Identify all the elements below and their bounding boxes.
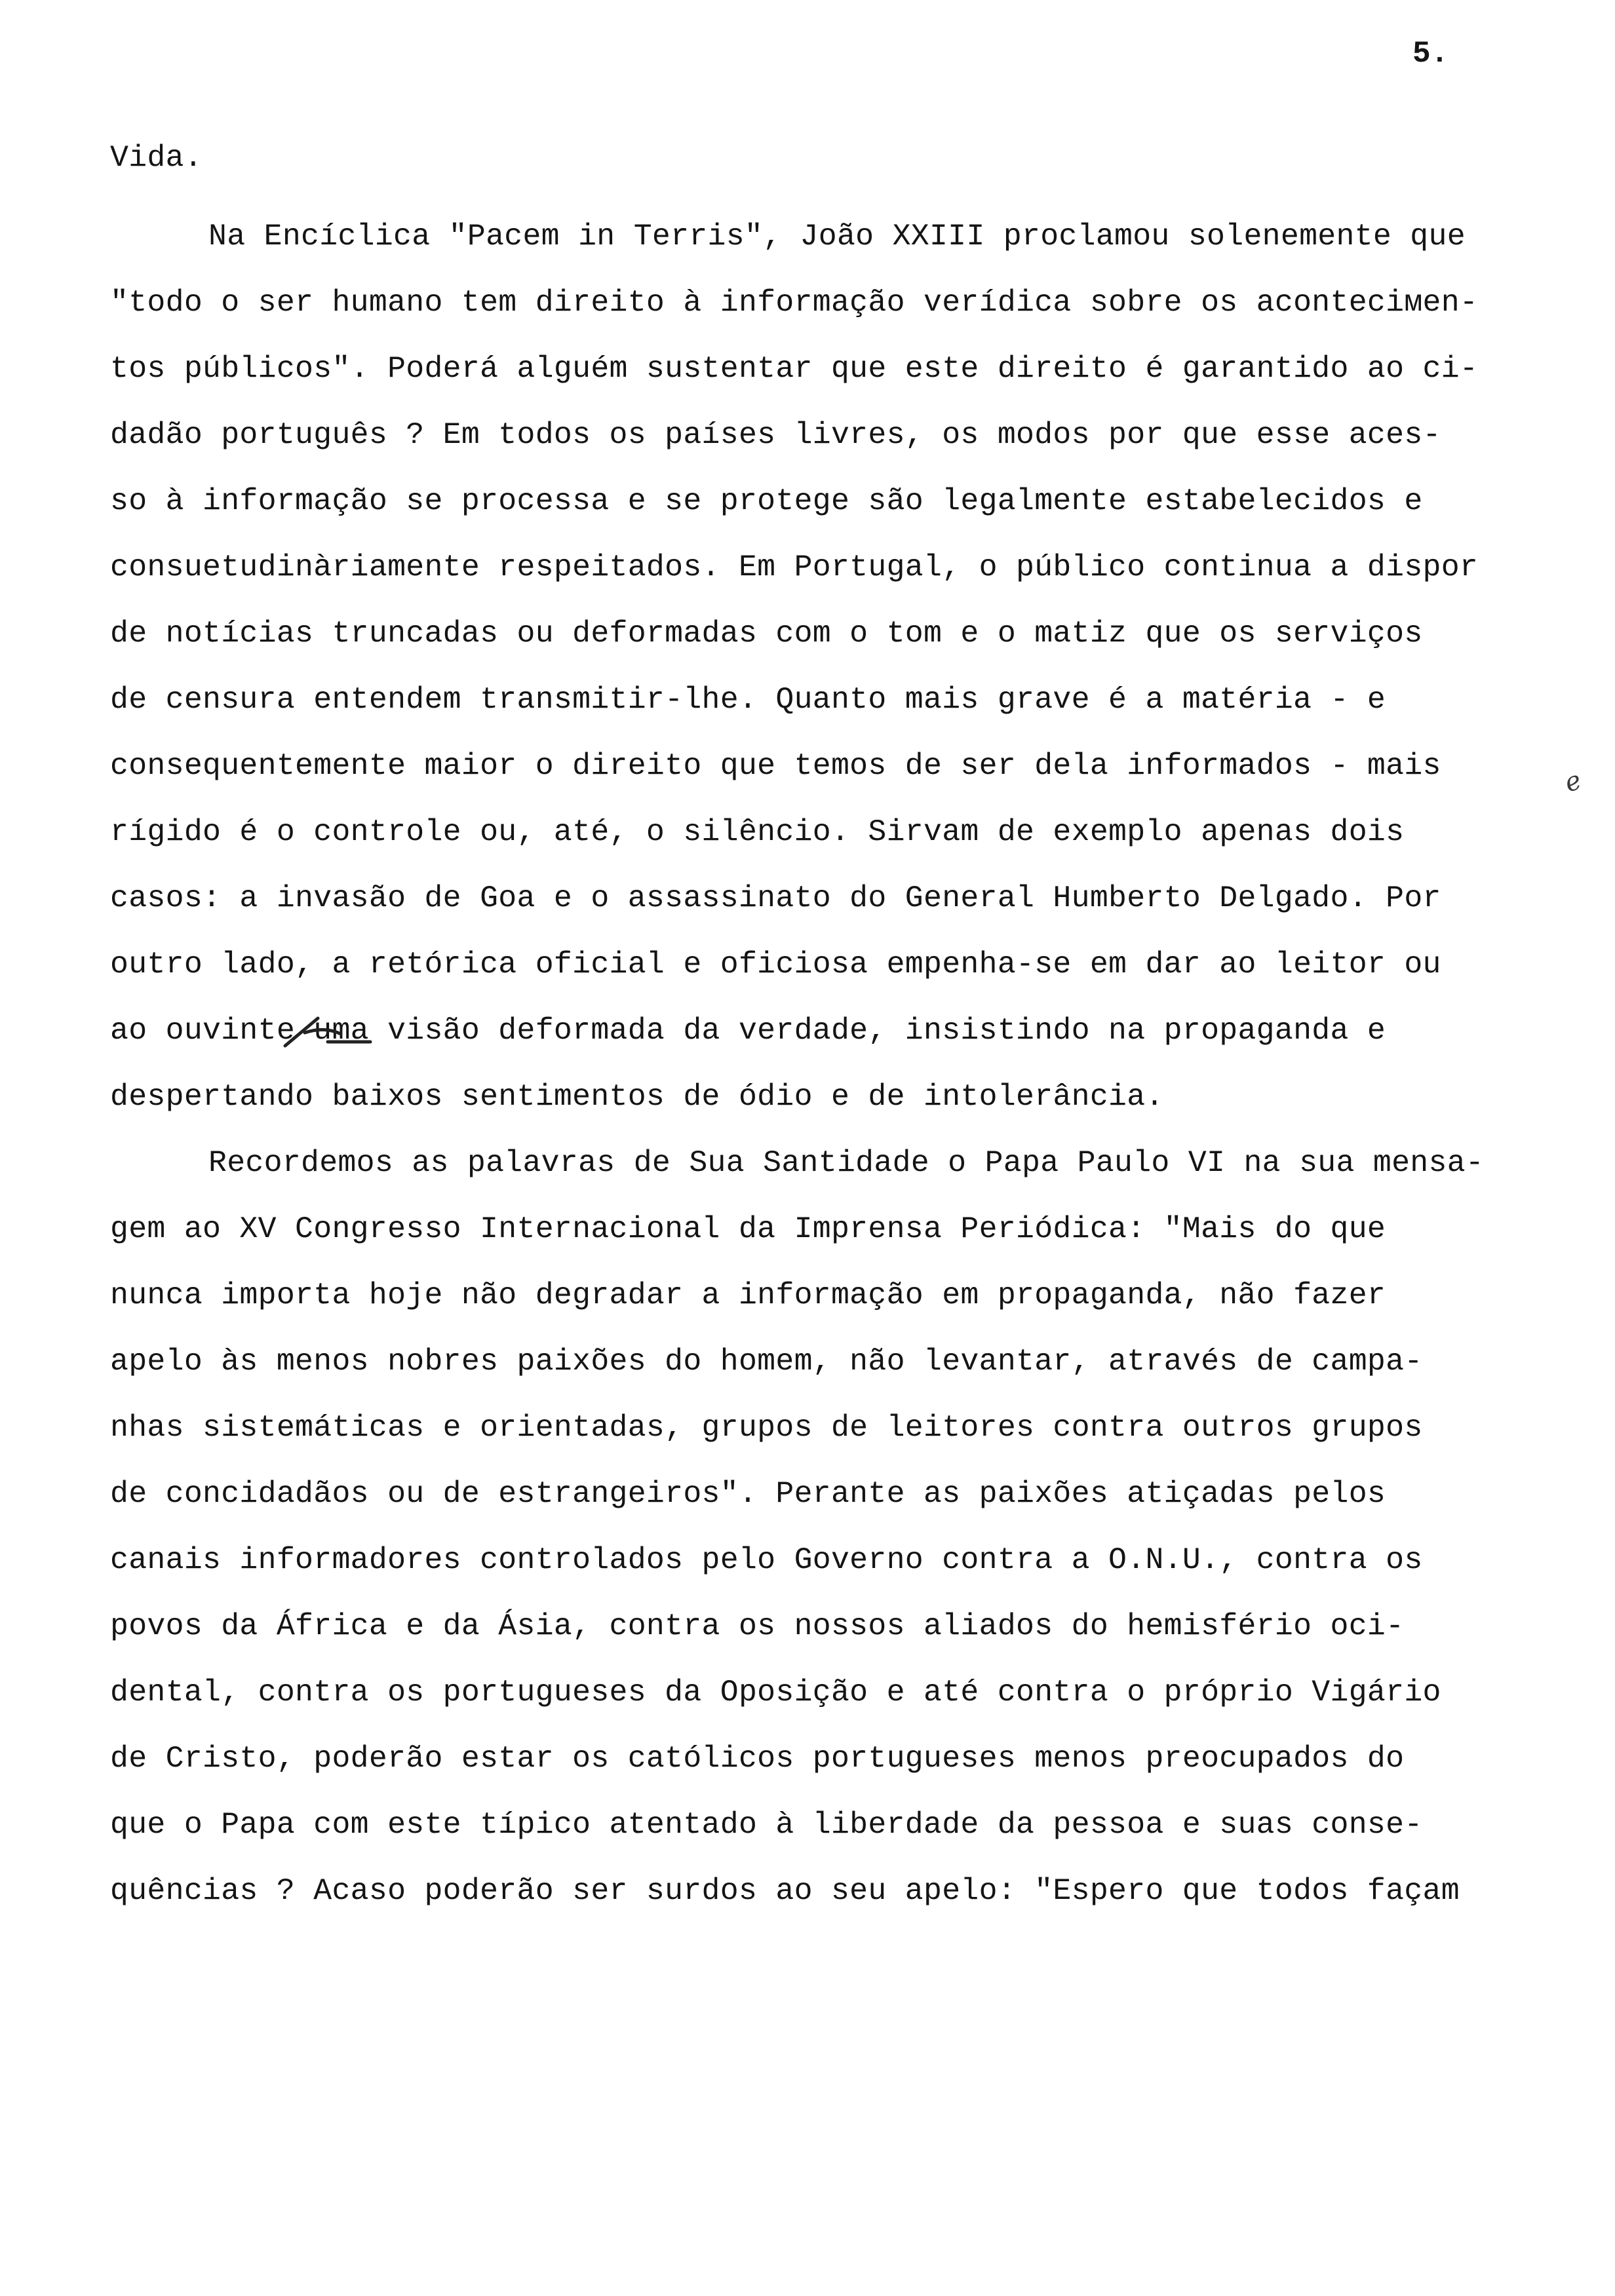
text-line: consuetudinàriamente respeitados. Em Portugal, o público continua a dispor (110, 550, 1479, 584)
text-line: dental, contra os portugueses da Oposição e até contra o próprio Vigário (110, 1675, 1441, 1710)
text-line: tos públicos". Poderá alguém sustentar que este direito é garantido ao ci- (110, 351, 1479, 386)
text-line: gem ao XV Congresso Internacional da Imprensa Periódica: "Mais do que (110, 1212, 1386, 1246)
page-number: 5. (1412, 37, 1449, 71)
text-line: casos: a invasão de Goa e o assassinato do General Humberto Delgado. Por (110, 881, 1441, 915)
margin-annotation: e (1560, 765, 1586, 799)
text-line: outro lado, a retórica oficial e oficiosa empenha-se em dar ao leitor ou (110, 947, 1441, 982)
text-line: "todo o ser humano tem direito à informação verídica sobre os aconteciмen- (110, 285, 1479, 320)
text-line: nunca importa hoje não degradar a informação em propaganda, não fazer (110, 1278, 1386, 1312)
text-line: so à informação se processa e se protege são legalmente estabelecidos e (110, 484, 1423, 518)
text-line: dadão português ? Em todos os países livres, os modos por que esse aces- (110, 417, 1441, 452)
text-line: que o Papa com este típico atentado à liberdade da pessoa e suas conse- (110, 1807, 1423, 1842)
text-line: de Cristo, poderão estar os católicos portugueses menos preocupados do (110, 1741, 1405, 1776)
text-line: apelo às menos nobres paixões do homem, não levantar, através de campa- (110, 1344, 1423, 1379)
text-line: Vida. (110, 140, 203, 175)
text-line: rígido é o controle ou, até, o silêncio. Sirvam de exemplo apenas dois (110, 814, 1405, 849)
text-line: de notícias truncadas ou deformadas com o tom e o matiz que os serviços (110, 616, 1423, 651)
text-line: quências ? Acaso poderão ser surdos ao seu apelo: "Espero que todos façam (110, 1873, 1460, 1908)
text-line: de censura entendem transmitir-lhe. Quanto mais grave é a matéria - e (110, 682, 1386, 717)
text-line: canais informadores controlados pelo Governo contra a O.N.U., contra os (110, 1542, 1423, 1577)
paragraph-start-line: Recordemos as palavras de Sua Santidade o Papa Paulo VI na sua mensa- (208, 1145, 1485, 1180)
paragraph-start-line: Na Encíclica "Pacem in Terris", João XXIII proclamou solenemente que (208, 219, 1466, 254)
text-line: povos da África e da Ásia, contra os nossos aliados do hemisfério oci- (110, 1609, 1405, 1643)
text-line: despertando baixos sentimentos de ódio e de intolerância. (110, 1079, 1164, 1114)
text-line: ao ouvinte uma visão deformada da verdade, insistindo na propaganda e (110, 1013, 1386, 1048)
text-line: nhas sistemáticas e orientadas, grupos de leitores contra outros grupos (110, 1410, 1423, 1445)
text-line: de concidadãos ou de estrangeiros". Perante as paixões atiçadas pelos (110, 1476, 1386, 1511)
text-line: consequentemente maior o direito que temos de ser dela informados - mais (110, 748, 1441, 783)
handwritten-correction-mark (279, 1013, 377, 1052)
